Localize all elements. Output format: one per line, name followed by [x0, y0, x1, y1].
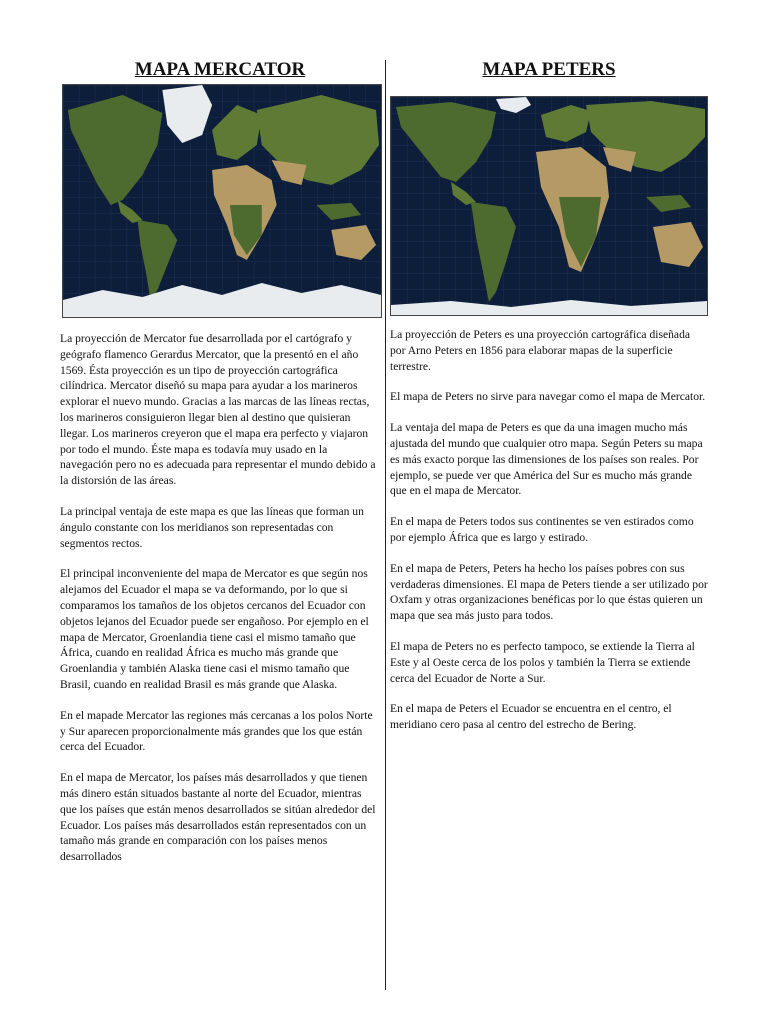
peters-paragraph-1: La proyección de Peters es una proyección cartográfica diseñada por Arno Peters en 1856 para elaborar mapas de la superficie terrestre.: [390, 328, 691, 373]
peters-paragraph-6: El mapa de Peters no es perfecto tampoco, se extiende la Tierra al Este y al Oeste cerca de los polos y también la Tierra se extiende cerca del Ecuador de Norte a Sur.: [390, 639, 695, 685]
peters-text: [390, 327, 708, 748]
peters-paragraph-3: La ventaja del mapa de Peters es que da una imagen mucho más ajustada del mundo que cualquier otro mapa. Según Peters su mapa es más exacto porque las dimensiones de los países son reales. Por ejemplo, se puede ver que América del Sur es mucho más grande que en el mapa de Mercator.: [390, 421, 703, 498]
peters-paragraph-5: En el mapa de Peters, Peters ha hecho los países pobres con sus verdaderas dimensiones. El mapa de Peters tiende a ser utilizado por Oxfam y otras organizaciones benéficas por lo que éstas quieren un mapa que sea más justo para todos.: [390, 561, 708, 623]
mercator-paragraph-3: El principal inconveniente del mapa de Mercator es que según nos alejamos del Ecuador el mapa se va deformando, por lo que si comparamos los tamaños de los objetos cercanos del Ecuador con objetos lejanos del Ecuador puede ser engañoso. Por ejemplo en el mapa de Mercator, Groenlandia tiene casi el mismo tamaño que África, cuando en realidad África es mucho más grande que Groenlandia y también Alaska tiene casi el mismo tamaño que Brasil, cuando en realidad Brasil es más grande que Alaska.: [60, 567, 369, 691]
mercator-map-image: [62, 84, 382, 318]
mercator-paragraph-1: La proyección de Mercator fue desarrollada por el cartógrafo y geógrafo flamenco Gerardus Mercator, que la presentó en el año 1569. Ésta proyección es un tipo de proyección cartográfica cilíndrica. Mercator diseñó su mapa para ayudar a los marineros explorar el nuevo mundo. Gracias a las marcas de las líneas rectas, los marineros consiguieron llegar bien al destino que quisieran llegar. Los marineros creyeron que el mapa era perfecto y viajaron por todo el mundo. Éste mapa es todavía muy usado en la navegación pero no es adecuada para representar el mundo debido a la distorsión de las áreas.: [60, 332, 376, 488]
peters-paragraph-4: En el mapa de Peters todos sus continentes se ven estirados como por ejemplo África que es largo y estirado.: [390, 515, 694, 544]
mercator-paragraph-4: En el mapade Mercator las regiones más cercanas a los polos Norte y Sur aparecen proporcionalmente más grandes que los que están cerca del Ecuador.: [60, 708, 373, 754]
mercator-paragraph-2: La principal ventaja de este mapa es que las líneas que forman un ángulo constante con los meridianos son representadas con segmentos rectos.: [60, 504, 364, 550]
mercator-paragraph-5: En el mapa de Mercator, los países más desarrollados y que tienen más dinero están situados bastante al norte del Ecuador, mientras que los países que están menos desarrollados se sitúan alrededor del Ecuador. Los países más desarrollados están representados con un tamaño más grande en comparación con los países menos desarrollados: [60, 771, 376, 864]
mercator-title: MAPA MERCATOR: [134, 59, 306, 80]
peters-paragraph-2: El mapa de Peters no sirve para navegar como el mapa de Mercator.: [390, 390, 706, 404]
peters-title: MAPA PETERS: [482, 59, 616, 80]
mercator-text: [60, 331, 380, 880]
peters-map-image: [390, 96, 708, 316]
peters-paragraph-7: En el mapa de Peters el Ecuador se encuentra en el centro, el meridiano cero pasa al centro del estrecho de Bering.: [390, 702, 672, 732]
column-divider: [385, 60, 386, 990]
